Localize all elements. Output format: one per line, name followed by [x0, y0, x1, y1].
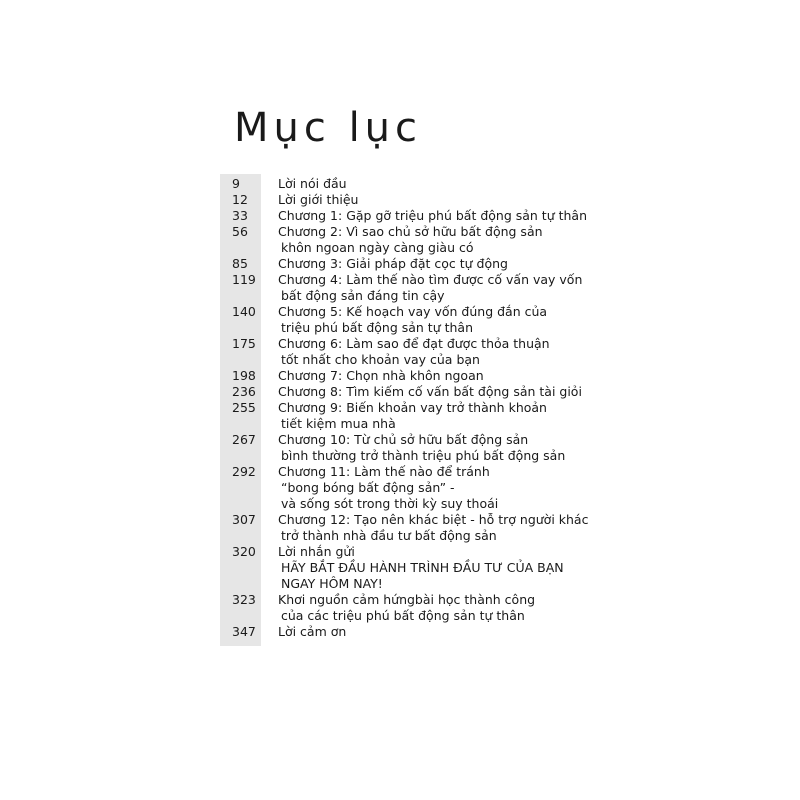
toc-page-number: 12: [232, 192, 248, 207]
toc-entry-text: [278, 176, 600, 192]
toc-entry-text: [278, 272, 600, 304]
toc-entry-continuation: tiết kiệm mua nhà: [281, 416, 396, 431]
toc-entry-continuation: bất động sản đáng tin cậy: [281, 288, 445, 303]
toc-entry-continuation: và sống sót trong thời kỳ suy thoái: [281, 496, 499, 511]
toc-entry-continuation: “bong bóng bất động sản” -: [281, 480, 455, 495]
toc-entry: [220, 464, 600, 512]
toc-entry-title: Chương 10: Từ chủ sở hữu bất động sản: [278, 432, 529, 447]
toc-entry-title: Chương 3: Giải pháp đặt cọc tự động: [278, 256, 508, 271]
toc-entry: [220, 272, 600, 304]
toc-entry-text: [278, 624, 600, 640]
toc-entry-title: Chương 8: Tìm kiếm cố vấn bất động sản tài giỏi: [278, 384, 582, 399]
toc-entry-title: Chương 9: Biến khoản vay trở thành khoản: [278, 400, 547, 415]
toc-entry-continuation: của các triệu phú bất động sản tự thân: [281, 608, 525, 623]
toc-page-number: 175: [232, 336, 256, 351]
toc-entry-title: Lời nhắn gửi: [278, 544, 355, 559]
toc-page-number: 119: [232, 272, 256, 287]
toc-entry: [220, 432, 600, 464]
toc-entry-text: [278, 336, 600, 368]
page-title: Mục lục: [234, 105, 423, 151]
toc-entry-continuation: HÃY BẮT ĐẦU HÀNH TRÌNH ĐẦU TƯ CỦA BẠN: [281, 560, 564, 575]
toc-entry: [220, 400, 600, 432]
toc-entry-text: [278, 368, 600, 384]
toc-entry-title: Chương 7: Chọn nhà khôn ngoan: [278, 368, 484, 383]
toc-entry-continuation: tốt nhất cho khoản vay của bạn: [281, 352, 480, 367]
toc-entry: [220, 544, 600, 592]
toc-entry-continuation: triệu phú bất động sản tự thân: [281, 320, 474, 335]
toc-page-number: 320: [232, 544, 256, 559]
toc-entry-title: Lời nói đầu: [278, 176, 347, 191]
toc-entry-continuation: bình thường trở thành triệu phú bất động sản: [281, 448, 566, 463]
toc-page-number: 56: [232, 224, 248, 239]
toc-entry-text: [278, 592, 600, 624]
toc-entry-text: [278, 192, 600, 208]
toc-entry-title: Chương 11: Làm thế nào để tránh: [278, 464, 490, 479]
toc-entry-text: [278, 208, 600, 224]
toc-page-number: 140: [232, 304, 256, 319]
toc-entry-text: [278, 464, 600, 512]
toc-page-number: 236: [232, 384, 256, 399]
toc-entry-text: [278, 512, 600, 544]
toc-page-number: 307: [232, 512, 256, 527]
toc-page-number: 255: [232, 400, 256, 415]
toc-page-number: 9: [232, 176, 240, 191]
toc-entry-title: Chương 2: Vì sao chủ sở hữu bất động sản: [278, 224, 543, 239]
toc-entry: [220, 624, 600, 640]
toc-entry-title: Chương 1: Gặp gỡ triệu phú bất động sản tự thân: [278, 208, 588, 223]
toc-entry-continuation: khôn ngoan ngày càng giàu có: [281, 240, 474, 255]
toc-entry-continuation: NGAY HÔM NAY!: [281, 576, 383, 591]
toc-entry-text: [278, 432, 600, 464]
toc-entry-text: [278, 304, 600, 336]
toc-entry-text: [278, 256, 600, 272]
toc-page-number: 267: [232, 432, 256, 447]
toc-entry: [220, 192, 600, 208]
toc-entry-continuation: trở thành nhà đầu tư bất động sản: [281, 528, 497, 543]
toc-entry: [220, 208, 600, 224]
toc-entry: [220, 256, 600, 272]
toc-entry: [220, 304, 600, 336]
toc-entry-text: [278, 384, 600, 400]
toc-entry: [220, 512, 600, 544]
toc-entry: [220, 384, 600, 400]
toc-entry-title: Chương 12: Tạo nên khác biệt - hỗ trợ người khác: [278, 512, 589, 527]
toc-page-number: 85: [232, 256, 248, 271]
toc-page-number: 323: [232, 592, 256, 607]
toc-entry-text: [278, 544, 600, 592]
toc-entry-title: Khơi nguồn cảm hứngbài học thành công: [278, 592, 536, 607]
toc-entry: [220, 592, 600, 624]
toc-entry: [220, 336, 600, 368]
table-of-contents: [220, 176, 600, 640]
toc-page-number: 347: [232, 624, 256, 639]
toc-page-number: 33: [232, 208, 248, 223]
toc-entry-title: Chương 5: Kế hoạch vay vốn đúng đắn của: [278, 304, 548, 319]
toc-entry-title: Lời giới thiệu: [278, 192, 359, 207]
toc-entry-text: [278, 224, 600, 256]
toc-entry: [220, 224, 600, 256]
toc-entry-title: Chương 4: Làm thế nào tìm được cố vấn vay vốn: [278, 272, 583, 287]
toc-entry: [220, 368, 600, 384]
toc-page-number: 292: [232, 464, 256, 479]
toc-entry-title: Chương 6: Làm sao để đạt được thỏa thuận: [278, 336, 550, 351]
toc-entry-title: Lời cảm ơn: [278, 624, 347, 639]
toc-page-number: 198: [232, 368, 256, 383]
toc-entry: [220, 176, 600, 192]
toc-entry-text: [278, 400, 600, 432]
